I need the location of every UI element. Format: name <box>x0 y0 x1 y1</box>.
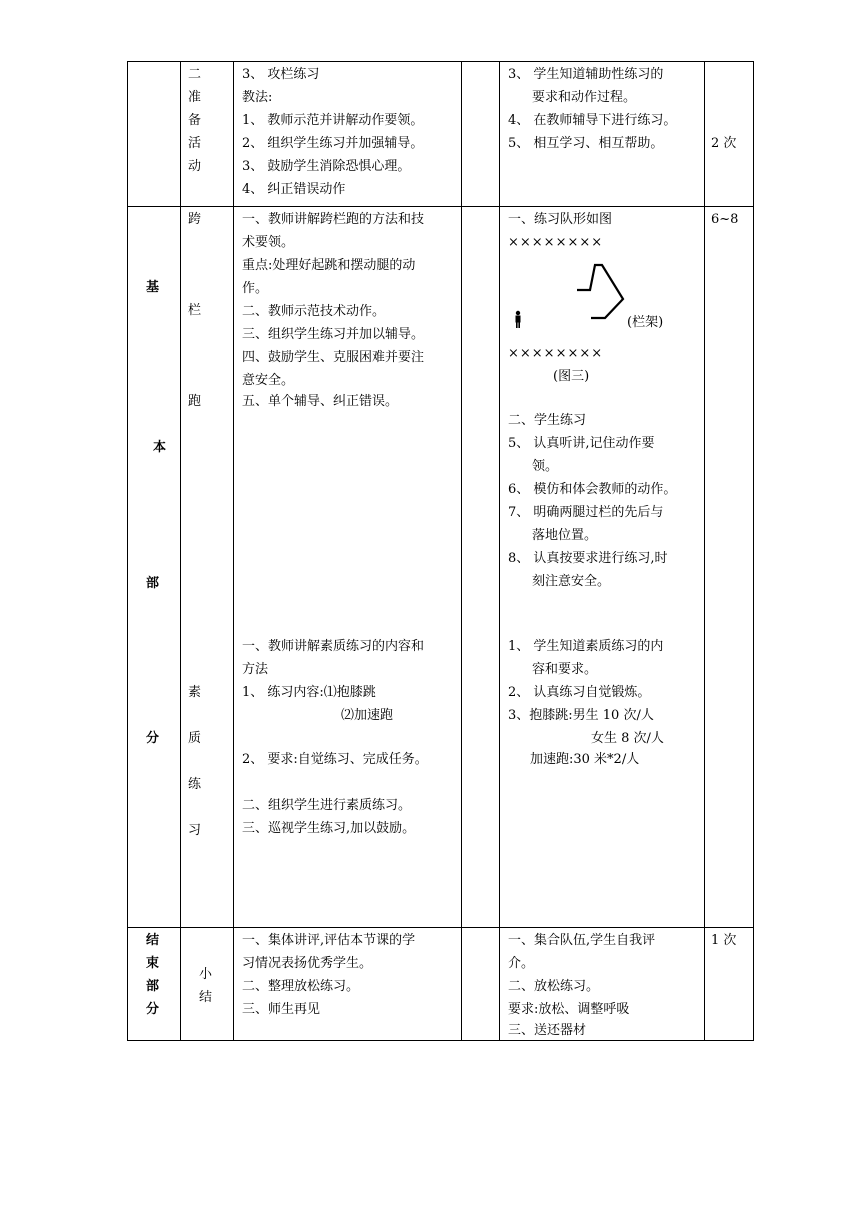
hurdle-label: (栏架) <box>627 315 664 330</box>
hurdle-student-line: 落地位置。 <box>532 528 598 543</box>
end-method-line: 三、师生再见 <box>242 1002 321 1017</box>
table-border-top <box>127 61 754 62</box>
hurdle-method-line: 四、鼓励学生、克服困难并要注 <box>242 350 425 365</box>
prep-section-char: 准 <box>188 90 202 105</box>
hurdle-student-line: 7、 明确两腿过栏的先后与 <box>508 505 664 520</box>
hurdle-section-char: 跑 <box>188 394 202 409</box>
quality-student-line: 女生 8 次/人 <box>591 731 664 746</box>
prep-student-line: 4、 在教师辅导下进行练习。 <box>508 113 677 128</box>
basic-part-char: 部 <box>146 576 160 591</box>
hurdle-student-line: 6、 模仿和体会教师的动作。 <box>508 482 677 497</box>
prep-student-line: 要求和动作过程。 <box>532 90 637 105</box>
hurdle-student-line: 5、 认真听讲,记住动作要 <box>508 436 655 451</box>
hurdle-method-line: 三、组织学生练习并加以辅导。 <box>242 327 425 342</box>
quality-section-char: 质 <box>188 731 202 746</box>
table-border-bottom <box>127 1040 754 1041</box>
prep-method-line: 3、 鼓励学生消除恐惧心理。 <box>242 159 411 174</box>
end-part-char: 结 <box>146 933 160 948</box>
hurdle-method-line: 一、教师讲解跨栏跑的方法和技 <box>242 212 425 227</box>
quality-student-line: 1、 学生知道素质练习的内 <box>508 639 664 654</box>
quality-section-char: 习 <box>188 823 202 838</box>
row-divider-2 <box>127 927 754 928</box>
table-border-left <box>127 61 128 1041</box>
prep-method-line: 1、 教师示范并讲解动作要领。 <box>242 113 424 128</box>
prep-count: 2 次 <box>711 136 737 151</box>
quality-method-line: 2、 要求:自觉练习、完成任务。 <box>242 752 428 767</box>
basic-part-char: 分 <box>146 731 160 746</box>
end-part-char: 束 <box>146 956 160 971</box>
quality-student-line: 容和要求。 <box>532 662 598 677</box>
end-student-line: 三、送还器材 <box>508 1023 587 1038</box>
hurdle-shape <box>577 265 623 318</box>
end-method-line: 一、集体讲评,评估本节课的学 <box>242 933 416 948</box>
hurdle-count: 6~8 <box>711 212 739 227</box>
column-divider-5 <box>704 61 705 1041</box>
row-divider-1 <box>127 206 754 207</box>
end-section-char: 结 <box>199 990 213 1005</box>
prep-section-char: 备 <box>188 113 202 128</box>
quality-student-line: 2、 认真练习自觉锻炼。 <box>508 685 651 700</box>
student-practice-title: 二、学生练习 <box>508 413 587 428</box>
quality-method-line: ⑵加速跑 <box>341 708 394 723</box>
end-part-char: 部 <box>146 979 160 994</box>
table-border-right <box>753 61 754 1041</box>
formation-x-row-bottom: ×××××××× <box>508 346 604 361</box>
end-student-line: 二、放松练习。 <box>508 979 600 994</box>
hurdle-student-line: 领。 <box>532 459 559 474</box>
hurdle-method-line: 重点:处理好起跳和摆动腿的动 <box>242 258 416 273</box>
hurdle-section-char: 栏 <box>188 303 202 318</box>
quality-method-line: 方法 <box>242 662 269 677</box>
quality-method-line: 一、教师讲解素质练习的内容和 <box>242 639 425 654</box>
figure-caption: (图三) <box>553 369 590 384</box>
prep-section-char: 活 <box>188 136 202 151</box>
column-divider-3 <box>461 61 462 1041</box>
end-section-char: 小 <box>199 967 213 982</box>
quality-section-char: 素 <box>188 685 202 700</box>
quality-method-line: 三、巡视学生练习,加以鼓励。 <box>242 821 416 836</box>
hurdle-method-line: 二、教师示范技术动作。 <box>242 304 386 319</box>
quality-section-char: 练 <box>188 777 202 792</box>
end-part-char: 分 <box>146 1002 160 1017</box>
basic-part-char: 基 <box>146 280 160 295</box>
prep-method-line: 4、 纠正错误动作 <box>242 182 346 197</box>
hurdle-figure <box>505 255 705 335</box>
end-method-line: 习情况表扬优秀学生。 <box>242 956 373 971</box>
prep-method-line: 教法: <box>242 90 273 105</box>
prep-student-line: 5、 相互学习、相互帮助。 <box>508 136 664 151</box>
prep-section-char: 动 <box>188 159 202 174</box>
prep-method-line: 2、 组织学生练习并加强辅导。 <box>242 136 424 151</box>
end-student-line: 一、集合队伍,学生自我评 <box>508 933 656 948</box>
column-divider-4 <box>499 61 500 1041</box>
hurdle-method-line: 五、单个辅导、纠正错误。 <box>242 394 399 409</box>
hurdle-method-line: 术要领。 <box>242 235 295 250</box>
end-method-line: 二、整理放松练习。 <box>242 979 360 994</box>
prep-method-line: 3、 攻栏练习 <box>242 67 320 82</box>
formation-x-row-top: ×××××××× <box>508 235 604 250</box>
hurdle-method-line: 作。 <box>242 281 269 296</box>
column-divider-1 <box>180 61 181 1041</box>
quality-method-line: 1、 练习内容:⑴抱膝跳 <box>242 685 376 700</box>
end-student-line: 介。 <box>508 956 535 971</box>
formation-title: 一、练习队形如图 <box>508 212 613 227</box>
column-divider-2 <box>233 61 234 1041</box>
person-icon <box>516 311 521 328</box>
hurdle-student-line: 8、 认真按要求进行练习,时 <box>508 551 668 566</box>
quality-student-line: 加速跑:30 米*2/人 <box>530 752 640 767</box>
hurdle-student-line: 刻注意安全。 <box>532 574 611 589</box>
end-count: 1 次 <box>711 933 737 948</box>
quality-student-line: 3、抱膝跳:男生 10 次/人 <box>508 708 654 723</box>
hurdle-section-char: 跨 <box>188 212 202 227</box>
hurdle-method-line: 意安全。 <box>242 373 295 388</box>
quality-method-line: 二、组织学生进行素质练习。 <box>242 798 412 813</box>
prep-student-line: 3、 学生知道辅助性练习的 <box>508 67 664 82</box>
prep-section-char: 二 <box>188 67 202 82</box>
end-student-line: 要求:放松、调整呼吸 <box>508 1002 630 1017</box>
basic-part-char: 本 <box>153 440 167 455</box>
